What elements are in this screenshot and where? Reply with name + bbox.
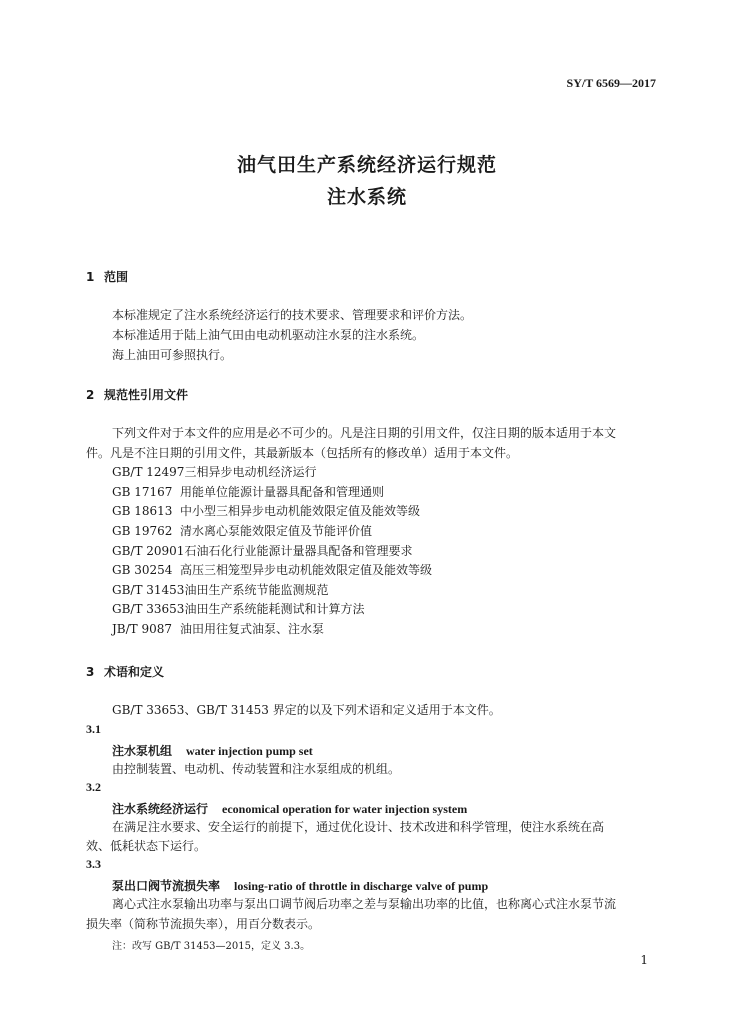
reference-title: 用能单位能源计量器具配备和管理通则 xyxy=(180,485,385,499)
reference-item xyxy=(112,503,420,519)
term-definition: 由控制装置、电动机、传动装置和注水泵组成的机组。 xyxy=(112,762,401,776)
reference-item xyxy=(112,464,316,480)
term-definition: 离心式注水泵输出功率与泵出口调节阀后功率之差与泵输出功率的比值，也称离心式注水泵节流 xyxy=(112,897,617,911)
term-heading xyxy=(112,742,313,759)
standard-code: SY/T 6569—2017 xyxy=(566,76,656,90)
reference-title: 清水离心泵能效限定值及节能评价值 xyxy=(180,524,373,538)
section-number: 1 xyxy=(86,270,95,284)
section-title: 规范性引用文件 xyxy=(104,388,189,402)
reference-title: 中小型三相异步电动机能效限定值及能效等级 xyxy=(180,504,421,518)
reference-title: 油田生产系统能耗测试和计算方法 xyxy=(184,602,365,616)
reference-title: 高压三相笼型异步电动机能效限定值及能效等级 xyxy=(180,563,433,577)
paragraph: 下列文件对于本文件的应用是必不可少的。凡是注日期的引用文件，仅注日期的版本适用于本文 xyxy=(112,426,617,440)
section-3-heading xyxy=(86,663,164,680)
reference-item xyxy=(112,562,432,578)
reference-code: GB/T 33653 xyxy=(112,602,185,616)
paragraph: 海上油田可参照执行。 xyxy=(112,348,233,362)
reference-code: GB/T 20901 xyxy=(112,544,185,558)
term-english: losing-ratio of throttle in discharge valve of pump xyxy=(234,879,489,893)
paragraph: GB/T 33653、GB/T 31453 界定的以及下列术语和定义适用于本文件。 xyxy=(112,703,501,717)
section-title: 术语和定义 xyxy=(104,665,165,679)
reference-item xyxy=(112,523,372,539)
term-definition-continuation: 效、低耗状态下运行。 xyxy=(86,839,207,853)
section-1-heading xyxy=(86,268,128,285)
reference-code: GB 18613 xyxy=(112,504,173,518)
document-title: 油气田生产系统经济运行规范 xyxy=(236,154,497,176)
paragraph-continuation: 件。凡是不注日期的引用文件，其最新版本（包括所有的修改单）适用于本文件。 xyxy=(86,446,519,460)
term-definition-continuation: 损失率（简称节流损失率），用百分数表示。 xyxy=(86,917,321,931)
document-subtitle: 注水系统 xyxy=(326,186,407,208)
clause-number: 3.2 xyxy=(86,780,101,794)
reference-code: GB/T 31453 xyxy=(112,583,185,597)
reference-title: 石油石化行业能源计量器具配备和管理要求 xyxy=(184,544,413,558)
term-english: water injection pump set xyxy=(186,744,313,758)
term-english: economical operation for water injection system xyxy=(222,802,468,816)
term-heading xyxy=(112,800,467,817)
paragraph: 本标准适用于陆上油气田由电动机驱动注水泵的注水系统。 xyxy=(112,328,425,342)
section-number: 2 xyxy=(86,388,95,402)
term-chinese: 泵出口阀节流损失率 xyxy=(112,879,221,893)
reference-title: 三相异步电动机经济运行 xyxy=(184,465,317,479)
section-title: 范围 xyxy=(104,270,129,284)
term-chinese: 注水泵机组 xyxy=(112,744,173,758)
clause-number: 3.3 xyxy=(86,857,101,871)
reference-item xyxy=(112,582,328,598)
reference-title: 油田用往复式油泵、注水泵 xyxy=(180,622,325,636)
clause-number: 3.1 xyxy=(86,722,101,736)
reference-title: 油田生产系统节能监测规范 xyxy=(184,583,329,597)
reference-code: GB/T 12497 xyxy=(112,465,185,479)
reference-item xyxy=(112,601,364,617)
term-note: 注：改写 GB/T 31453—2015，定义 3.3。 xyxy=(112,941,311,952)
reference-item xyxy=(112,484,384,500)
reference-item xyxy=(112,621,324,637)
section-number: 3 xyxy=(86,665,95,679)
reference-item xyxy=(112,543,412,559)
paragraph: 本标准规定了注水系统经济运行的技术要求、管理要求和评价方法。 xyxy=(112,308,473,322)
reference-code: JB/T 9087 xyxy=(112,622,173,636)
section-2-heading xyxy=(86,386,188,403)
term-heading xyxy=(112,877,488,894)
reference-code: GB 17167 xyxy=(112,485,173,499)
reference-code: GB 19762 xyxy=(112,524,173,538)
term-definition: 在满足注水要求、安全运行的前提下，通过优化设计、技术改进和科学管理，使注水系统在高 xyxy=(112,820,605,834)
reference-code: GB 30254 xyxy=(112,563,173,577)
term-chinese: 注水系统经济运行 xyxy=(112,802,209,816)
page-number: 1 xyxy=(640,953,648,967)
